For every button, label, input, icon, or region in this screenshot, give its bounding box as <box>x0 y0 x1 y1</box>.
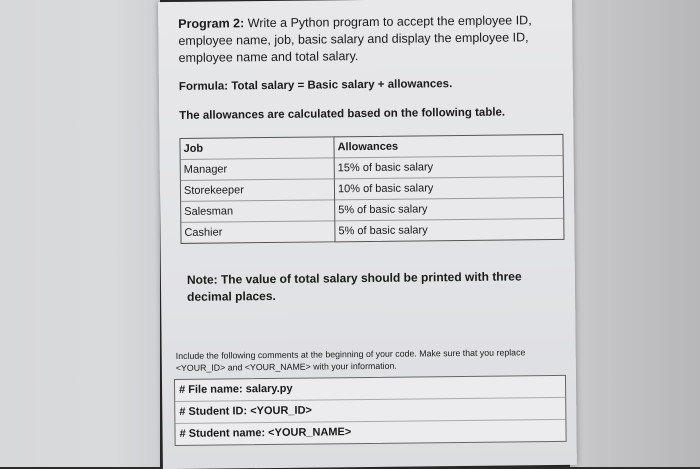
formula-line: Formula: Total salary = Basic salary + allowances. <box>178 78 453 93</box>
allowance-cell: 5% of basic salary <box>335 198 563 221</box>
allowance-cell: 5% of basic salary <box>338 224 428 238</box>
allowances-table <box>179 134 566 248</box>
note-text: Note: The value of total salary should be printed with three decimal places. <box>186 269 522 304</box>
comment-line-file-name: # File name: salary.py <box>175 376 565 402</box>
page-content <box>175 12 562 446</box>
comment-line-student-id: # Student ID: <YOUR_ID> <box>175 398 565 424</box>
document-page <box>158 0 577 469</box>
table-intro: The allowances are calculated based on the following table. <box>179 106 506 122</box>
program-text: Write a Python program to accept the employee ID, employee name, job, basic salary and display the employee ID, employee name and total salary. <box>178 13 532 65</box>
job-cell: Storekeeper <box>181 179 335 202</box>
include-instructions: Include the following comments at the beginning of your code. Make sure that you replace <YOUR_ID> and <YOUR_NAME> with your information. <box>175 347 526 374</box>
job-cell: Manager <box>181 158 335 181</box>
comment-line-student-name: # Student name: <YOUR_NAME> <box>179 426 352 440</box>
allowance-cell: 15% of basic salary <box>335 156 563 179</box>
background-left <box>0 0 160 467</box>
allowance-cell: 10% of basic salary <box>335 177 563 200</box>
allowance-column <box>333 134 564 242</box>
comment-header-box <box>174 375 567 446</box>
program-statement <box>178 12 559 67</box>
allowance-header: Allowances <box>334 135 562 158</box>
job-cell: Salesman <box>181 200 335 223</box>
background-right <box>570 0 700 467</box>
job-cell: Cashier <box>184 226 223 239</box>
program-label: Program 2: <box>178 16 245 31</box>
job-column <box>179 136 336 244</box>
job-header: Job <box>180 137 334 160</box>
